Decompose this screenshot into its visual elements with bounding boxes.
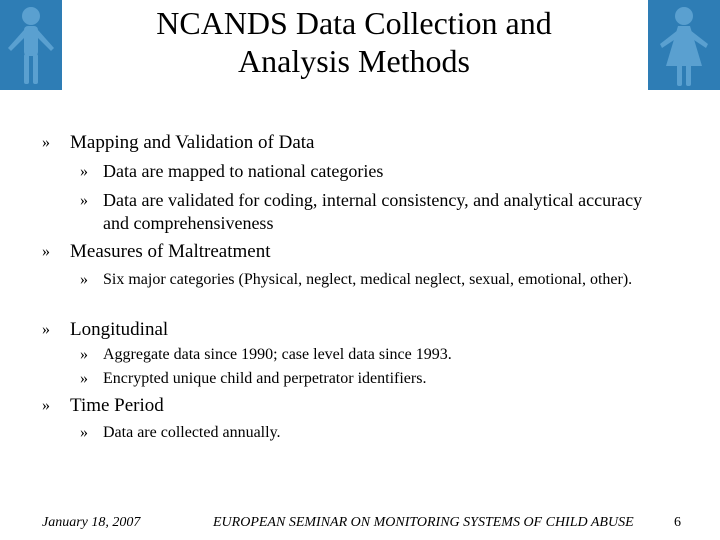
bullet-glyph: » [42, 321, 50, 338]
bullet-glyph: » [80, 370, 88, 387]
logo-child-boy [0, 0, 62, 90]
bullet-glyph: » [80, 346, 88, 363]
section-item: Encrypted unique child and perpetrator identifiers. [103, 370, 427, 387]
section-heading: Mapping and Validation of Data [70, 132, 315, 153]
child-boy-silhouette-icon [0, 0, 62, 90]
bullet-glyph: » [42, 243, 50, 260]
footer-date: January 18, 2007 [42, 515, 141, 530]
slide-title-line-1: NCANDS Data Collection and [156, 5, 552, 41]
section-item: Data are mapped to national categories [103, 161, 384, 181]
section-item: Data are validated for coding, internal consistency, and analytical accuracy and comprehensiveness [103, 190, 643, 233]
bullet-glyph: » [80, 424, 88, 441]
bullet-glyph: » [42, 134, 50, 151]
slide-title-line-2: Analysis Methods [238, 43, 470, 79]
logo-child-girl [648, 0, 720, 90]
bullet-glyph: » [42, 397, 50, 414]
section-heading: Measures of Maltreatment [70, 241, 271, 262]
bullet-glyph: » [80, 163, 88, 180]
section-heading: Time Period [70, 395, 164, 416]
bullet-glyph: » [80, 192, 88, 209]
section-item: Data are collected annually. [103, 424, 281, 441]
child-girl-silhouette-icon [648, 0, 720, 90]
section-heading: Longitudinal [70, 319, 169, 340]
bullet-glyph: » [80, 271, 88, 288]
footer-seminar-name: EUROPEAN SEMINAR ON MONITORING SYSTEMS OF CHILD ABUSE [213, 515, 634, 530]
section-item: Six major categories (Physical, neglect, medical neglect, sexual, emotional, other). [103, 271, 633, 288]
section-item: Aggregate data since 1990; case level data since 1993. [103, 346, 452, 363]
slide-title [100, 4, 608, 80]
page-number: 6 [674, 515, 681, 530]
